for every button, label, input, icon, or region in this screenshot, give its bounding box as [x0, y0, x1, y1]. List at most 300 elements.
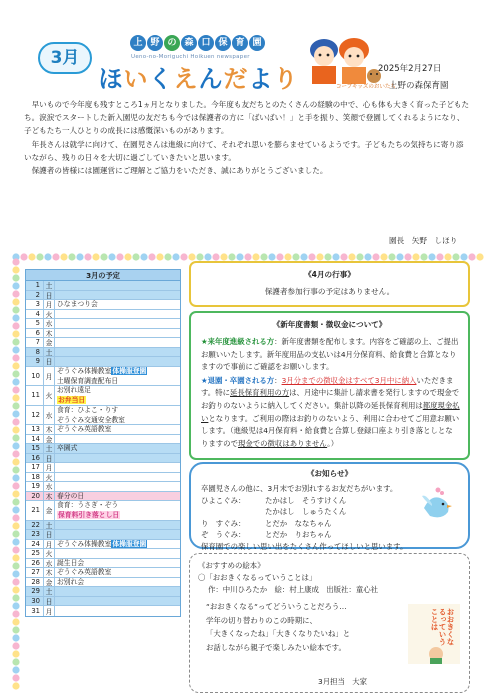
- class-name: [201, 506, 265, 518]
- event-text-part: 春分の日: [57, 491, 85, 500]
- event-text: [57, 386, 180, 395]
- school-char: 野: [147, 35, 163, 51]
- weekday: 木: [44, 568, 55, 577]
- event-text-part: お弁当日: [58, 396, 86, 405]
- docs-continuing: [201, 336, 460, 374]
- scallop-dot: [12, 546, 19, 553]
- table-row: [26, 606, 180, 616]
- weekday: 火: [44, 549, 55, 558]
- scallop-dot: [12, 394, 19, 401]
- notice-intro: 卒園児さんの他に、3月末でお別れするお友だちがいます。: [201, 484, 398, 493]
- leaving-text: ：: [274, 375, 282, 385]
- documents-fees-box: [189, 311, 470, 460]
- scallop-dot: [52, 253, 59, 260]
- event-text: [57, 367, 180, 376]
- event-text-part: お別れ会: [57, 577, 85, 586]
- child-name: とだか ななちゃん: [265, 518, 332, 528]
- scallop-dot: [284, 253, 291, 260]
- day-number: 11: [26, 386, 44, 405]
- event-text-part: ぞうぐみ体操教室: [57, 366, 112, 375]
- scallop-dot: [92, 253, 99, 260]
- weekday: 月: [44, 463, 55, 472]
- day-number: 21: [26, 501, 44, 520]
- event-text: [57, 501, 180, 510]
- event-cell: [55, 319, 180, 328]
- scallop-dot: [12, 338, 19, 345]
- title-char: ほ: [98, 65, 123, 93]
- description-line: “おおきくなる“ってどういうことだろう…: [206, 602, 347, 612]
- event-cell: [55, 492, 180, 501]
- weekday: 土: [44, 521, 55, 530]
- scallop-dot: [300, 253, 307, 260]
- event-cell: [55, 597, 180, 606]
- day-number: 16: [26, 454, 44, 463]
- scallop-dot: [212, 253, 219, 260]
- scallop-dot: [196, 253, 203, 260]
- table-row: [26, 367, 180, 387]
- scallop-dot: [108, 253, 115, 260]
- scallop-dot: [340, 253, 347, 260]
- scallop-dot: [396, 253, 403, 260]
- day-number: 18: [26, 473, 44, 482]
- weekday: 土: [44, 587, 55, 596]
- weekday: 月: [44, 300, 55, 309]
- day-number: 13: [26, 425, 44, 434]
- weekday: 日: [44, 291, 55, 300]
- march-schedule: [25, 269, 181, 617]
- day-number: 23: [26, 530, 44, 539]
- event-cell: [55, 367, 180, 386]
- event-cell: [55, 291, 180, 300]
- scallop-dot: [204, 253, 211, 260]
- school-name-pills: [130, 35, 265, 51]
- weekday: 月: [44, 540, 55, 549]
- scallop-dot: [12, 266, 19, 273]
- scallop-dot: [468, 253, 475, 260]
- event-highlight: 体操服登園: [112, 366, 147, 375]
- event-text-part: 食育：ひよこ・りす: [57, 405, 119, 414]
- scallop-dot: [12, 506, 19, 513]
- scallop-dot: [460, 253, 467, 260]
- day-number: 2: [26, 291, 44, 300]
- scallop-dot: [404, 253, 411, 260]
- day-number: 7: [26, 338, 44, 347]
- title-char: よ: [248, 65, 273, 93]
- intro-paragraph: 早いもので今年度も残すところ1ヵ月となりました。今年度も友だちとのたくさんの経験の中で、心も体も大きく育った子どもたち。涙涙でスタートした新入園児の友だちも今では保護者の方に「ばいばい！」と手を振り、笑顔で登園してくれるようになり、子どもたち一人ひとりの成長には感慨深いものがあります。: [24, 100, 470, 136]
- scallop-dot: [12, 618, 19, 625]
- scallop-dot: [12, 658, 19, 665]
- scallop-dot: [12, 258, 19, 265]
- scallop-dot: [380, 253, 387, 260]
- weekday: 木: [44, 492, 55, 501]
- weekday: 水: [44, 559, 55, 568]
- table-row: [26, 492, 180, 502]
- scallop-dot: [116, 253, 123, 260]
- scallop-dot: [332, 253, 339, 260]
- scallop-dot: [348, 253, 355, 260]
- event-cell: [55, 501, 180, 520]
- scallop-dot: [308, 253, 315, 260]
- event-cell: [55, 310, 180, 319]
- scallop-dot: [12, 386, 19, 393]
- day-number: 4: [26, 310, 44, 319]
- weekday: 月: [44, 367, 55, 386]
- month-badge: 3月: [38, 42, 92, 74]
- scallop-dot: [12, 402, 19, 409]
- scallop-dot: [148, 253, 155, 260]
- table-row: [26, 386, 180, 406]
- scallop-dot: [12, 586, 19, 593]
- scallop-dot: [12, 682, 19, 689]
- scallop-dot: [12, 298, 19, 305]
- title-char: い: [123, 65, 148, 93]
- event-text: [57, 568, 180, 577]
- list-item: [201, 529, 460, 541]
- intro-message: [24, 98, 470, 177]
- scallop-dot: [388, 253, 395, 260]
- day-number: 9: [26, 357, 44, 366]
- scallop-dot: [12, 610, 19, 617]
- scallop-dot: [12, 274, 19, 281]
- scallop-dot: [12, 282, 19, 289]
- weekday: 土: [44, 444, 55, 453]
- event-text: [57, 559, 180, 568]
- scallop-dot: [172, 253, 179, 260]
- event-text-part: ぞうぐみ交通安全教室: [57, 415, 125, 424]
- scallop-dot: [180, 253, 187, 260]
- scallop-dot: [12, 290, 19, 297]
- scallop-dot: [476, 253, 483, 260]
- scallop-dot: [276, 253, 283, 260]
- day-number: 6: [26, 329, 44, 338]
- scallop-dot: [12, 370, 19, 377]
- child-name: たかはし しゅうたくん: [265, 507, 347, 517]
- leaving-emphasis: 都度現金払い: [201, 400, 460, 423]
- scallop-dot: [12, 482, 19, 489]
- schedule-rows: [26, 281, 180, 616]
- table-row: [26, 501, 180, 521]
- event-cell: [55, 425, 180, 434]
- title-char: だ: [223, 65, 248, 93]
- scallop-dot: [452, 253, 459, 260]
- school-char: 園: [249, 35, 265, 51]
- class-name: ひよこぐみ：: [201, 495, 246, 505]
- weekday: 水: [44, 482, 55, 491]
- title-char: ん: [198, 65, 223, 93]
- event-cell: [55, 444, 180, 453]
- event-text-part: ぞうぐみ英語教室: [57, 568, 112, 577]
- school-char: 森: [181, 35, 197, 51]
- principal-signature: 園長 矢野 しほり: [389, 236, 458, 245]
- scallop-dot: [428, 253, 435, 260]
- scallop-dot: [100, 253, 107, 260]
- weekday: 日: [44, 597, 55, 606]
- weekday: 月: [44, 606, 55, 616]
- scallop-dot: [12, 674, 19, 681]
- book-credits: 作：中川ひろたか 絵：村上康成 出版社：童心社: [208, 584, 378, 594]
- event-text: [57, 395, 180, 404]
- scallop-dot: [76, 253, 83, 260]
- weekday: 金: [44, 435, 55, 444]
- scallop-dot: [12, 442, 19, 449]
- book-title: 〇「おおきくなるっていうことは」: [198, 572, 317, 582]
- table-row: [26, 406, 180, 426]
- notice-closing: 保育園での楽しい思い出をたくさん作ってほしいと思います。: [201, 541, 408, 551]
- weekday: 土: [44, 348, 55, 357]
- school-char: 口: [198, 35, 214, 51]
- scallop-dot: [316, 253, 323, 260]
- notice-title: 《お知らせ》: [306, 469, 353, 478]
- schedule-title: 3月の予定: [26, 270, 180, 281]
- weekday: 木: [44, 425, 55, 434]
- scallop-dot: [12, 594, 19, 601]
- event-cell: [55, 530, 180, 539]
- day-number: 19: [26, 482, 44, 491]
- scallop-dot: [12, 466, 19, 473]
- scallop-dot: [140, 253, 147, 260]
- event-cell: [55, 578, 180, 587]
- scallop-dot: [260, 253, 267, 260]
- scallop-dot: [12, 434, 19, 441]
- scallop-dot: [12, 322, 19, 329]
- event-cell: [55, 357, 180, 366]
- day-number: 31: [26, 606, 44, 616]
- event-text: [57, 492, 180, 501]
- book-cover-image: [408, 604, 460, 664]
- scallop-border-left: [12, 258, 20, 690]
- school-char: 上: [130, 35, 146, 51]
- april-events-box: [189, 261, 470, 307]
- weekday: 土: [44, 281, 55, 290]
- event-text-part: 土曜保育調査配布日: [57, 376, 119, 385]
- table-row: [26, 597, 180, 607]
- events-title: 《4月の行事》: [304, 270, 355, 279]
- event-cell: [55, 521, 180, 530]
- issue-date: 2025年2月27日: [378, 64, 442, 74]
- day-number: 26: [26, 559, 44, 568]
- scallop-dot: [12, 418, 19, 425]
- weekday: 金: [44, 501, 55, 520]
- scallop-dot: [188, 253, 195, 260]
- scallop-dot: [252, 253, 259, 260]
- book-cover-title: おおきくなるっていうことは: [430, 608, 455, 646]
- child-name: とだか りおちゃん: [265, 530, 332, 540]
- scallop-dot: [12, 354, 19, 361]
- scallop-dot: [12, 562, 19, 569]
- event-highlight: 体操服登園: [112, 539, 147, 548]
- scallop-dot: [36, 253, 43, 260]
- leaving-text: 。）: [327, 438, 339, 448]
- scallop-dot: [292, 253, 299, 260]
- scallop-dot: [12, 458, 19, 465]
- title-char: え: [173, 65, 198, 93]
- event-cell: [55, 338, 180, 347]
- day-number: 25: [26, 549, 44, 558]
- scallop-dot: [12, 538, 19, 545]
- continuing-text: ：新年度書類を配布します。内容をご確認の上、ご提出お願いいたします。新年度用品の支払いは4月分保育料、給食費と合算となりますので事前にご確認をお願いします。: [201, 337, 459, 372]
- weekday: 水: [44, 319, 55, 328]
- event-cell: [55, 606, 180, 616]
- scallop-dot: [268, 253, 275, 260]
- school-char: の: [164, 35, 180, 51]
- school-char: 保: [215, 35, 231, 51]
- scallop-dot: [12, 570, 19, 577]
- event-cell: [55, 473, 180, 482]
- scallop-dot: [356, 253, 363, 260]
- scallop-dot: [44, 253, 51, 260]
- scallop-dot: [12, 362, 19, 369]
- event-text-part: 誕生日会: [57, 558, 85, 567]
- leaving-text: は、月途中に集計し請求書を発行しますので現金でお釣りのないように納入してください。集計以降の延長保育利用は: [201, 388, 460, 410]
- scallop-dot: [12, 666, 19, 673]
- day-number: 29: [26, 587, 44, 596]
- scallop-dot: [132, 253, 139, 260]
- weekday: 日: [44, 454, 55, 463]
- event-cell: [55, 482, 180, 491]
- continuing-label: ★来年度進級される方: [201, 337, 275, 346]
- scallop-dot: [324, 253, 331, 260]
- scallop-dot: [12, 330, 19, 337]
- scallop-dot: [84, 253, 91, 260]
- scallop-dot: [12, 634, 19, 641]
- docs-leaving: [201, 375, 460, 451]
- intro-paragraph: 年長さんは就学に向けて、在園児さんは進級に向けて、それぞれ思いを膨らませているようです。子どもたちの気持ちに寄り添いながら、残りの日々を大切に過ごしていきたいと思います。: [24, 139, 464, 162]
- day-number: 17: [26, 463, 44, 472]
- weekday: 木: [44, 329, 55, 338]
- scallop-dot: [12, 490, 19, 497]
- class-name: り すぐみ：: [201, 518, 246, 528]
- event-cell: [55, 463, 180, 472]
- scallop-dot: [12, 410, 19, 417]
- event-text-part: 食育：うさぎ・ぞう: [57, 501, 119, 510]
- event-text: [57, 510, 180, 519]
- docs-title: 《新年度書類・徴収金について》: [272, 320, 387, 329]
- scallop-dot: [12, 378, 19, 385]
- event-cell: [55, 435, 180, 444]
- scallop-dot: [12, 602, 19, 609]
- day-number: 3: [26, 300, 44, 309]
- day-number: 1: [26, 281, 44, 290]
- day-number: 8: [26, 348, 44, 357]
- scallop-dot: [60, 253, 67, 260]
- scallop-dot: [412, 253, 419, 260]
- event-cell: [55, 454, 180, 463]
- event-cell: [55, 549, 180, 558]
- day-number: 10: [26, 367, 44, 386]
- scallop-dot: [12, 650, 19, 657]
- scallop-dot: [20, 253, 27, 260]
- event-cell: [55, 300, 180, 309]
- scallop-dot: [68, 253, 75, 260]
- table-row: [26, 357, 180, 367]
- scallop-dot: [12, 474, 19, 481]
- school-romaji: Ueno-no-Moriguchi Hoikuen newspaper: [131, 54, 250, 60]
- event-text: [57, 425, 180, 434]
- intro-paragraph: 保護者の皆様には園運営にご理解とご協力をいただき、誠にありがとうございました。: [31, 166, 328, 176]
- weekday: 日: [44, 530, 55, 539]
- scallop-dot: [12, 450, 19, 457]
- scallop-dot: [444, 253, 451, 260]
- event-text-part: お別れ遠足: [57, 386, 91, 395]
- scallop-dot: [236, 253, 243, 260]
- scallop-dot: [244, 253, 251, 260]
- event-cell: [55, 386, 180, 405]
- scallop-dot: [12, 578, 19, 585]
- scallop-dot: [12, 522, 19, 529]
- event-cell: [55, 406, 180, 425]
- weekday: 水: [44, 406, 55, 425]
- day-number: 15: [26, 444, 44, 453]
- scallop-dot: [372, 253, 379, 260]
- leaving-emphasis: 3月分までの徴収金はすべて3月中に納入: [281, 375, 417, 385]
- scallop-dot: [436, 253, 443, 260]
- day-number: 24: [26, 540, 44, 549]
- event-text: [57, 540, 180, 549]
- event-cell: [55, 587, 180, 596]
- event-text: [57, 406, 180, 415]
- description-line: お話しながら親子で楽しみたい絵本です。: [206, 642, 346, 652]
- leaving-text: となります。ご利用の際はお釣りのないよう、利用に合わせてご用意お願いします。（進級児は4月保育料・給食費と合算し登録口座より引き落としとなりますので: [201, 413, 460, 448]
- scallop-dot: [12, 426, 19, 433]
- mascot-kids-icon: [302, 30, 382, 88]
- scallop-dot: [220, 253, 227, 260]
- event-text-part: ひなまつり会: [57, 300, 98, 309]
- day-number: 20: [26, 492, 44, 501]
- scallop-dot: [28, 253, 35, 260]
- scallop-border-top: [12, 253, 484, 261]
- description-line: 「大きくなったね」「大きくなりたいね」と: [206, 629, 351, 639]
- event-cell: [55, 540, 180, 549]
- title-char: り: [273, 65, 298, 93]
- leaving-emphasis: 延長保育利用の方: [229, 388, 290, 398]
- scallop-dot: [12, 306, 19, 313]
- event-cell: [55, 281, 180, 290]
- event-text: [57, 578, 180, 587]
- title-char: く: [148, 65, 173, 93]
- day-number: 28: [26, 578, 44, 587]
- leaving-emphasis: 現金での徴収はありません: [237, 438, 328, 448]
- scallop-dot: [12, 530, 19, 537]
- scallop-dot: [12, 346, 19, 353]
- day-number: 27: [26, 568, 44, 577]
- book-signature: 3月担当 大家: [318, 677, 368, 686]
- scallop-dot: [12, 314, 19, 321]
- scallop-dot: [228, 253, 235, 260]
- scallop-dot: [124, 253, 131, 260]
- scallop-dot: [12, 514, 19, 521]
- leaving-label: ★退園・卒園される方: [201, 375, 275, 385]
- weekday: 金: [44, 338, 55, 347]
- class-name: ぞ うぐみ：: [201, 530, 246, 540]
- day-number: 22: [26, 521, 44, 530]
- events-body: 保護者参加行事の予定はありません。: [264, 287, 395, 296]
- event-text: [57, 444, 180, 453]
- weekday: 金: [44, 578, 55, 587]
- weekday: 日: [44, 357, 55, 366]
- scallop-dot: [156, 253, 163, 260]
- bird-icon: [418, 486, 456, 526]
- scallop-dot: [12, 642, 19, 649]
- scallop-dot: [12, 626, 19, 633]
- mascot-caption: コープキッズのおいたち: [336, 84, 396, 90]
- school-char: 育: [232, 35, 248, 51]
- event-text: [57, 300, 180, 309]
- day-number: 5: [26, 319, 44, 328]
- day-number: 14: [26, 435, 44, 444]
- event-cell: [55, 568, 180, 577]
- weekday: 火: [44, 473, 55, 482]
- weekday: 火: [44, 310, 55, 319]
